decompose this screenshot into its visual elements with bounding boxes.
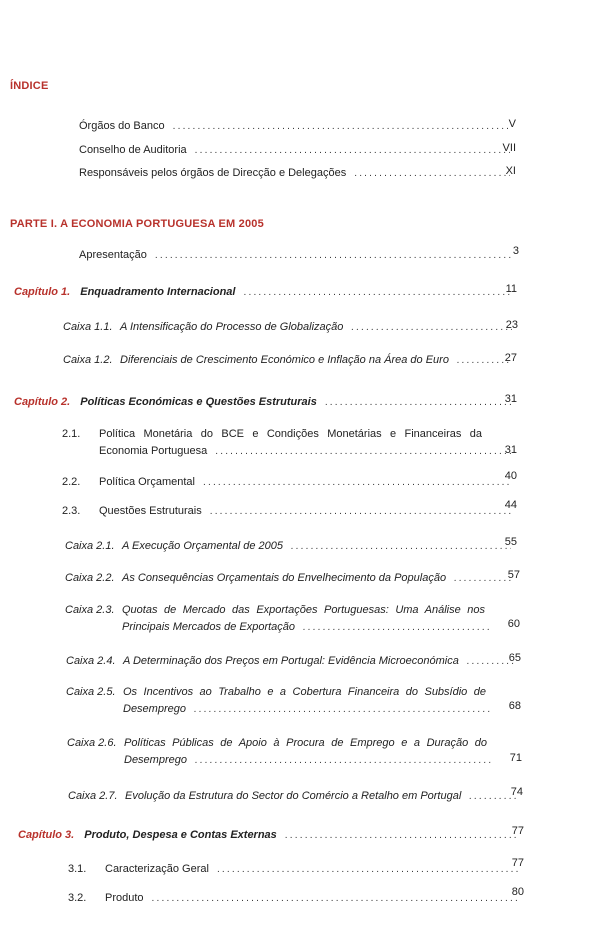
section-2-2-entry[interactable] — [62, 470, 517, 490]
box-2-4-entry[interactable] — [66, 654, 521, 669]
box-number: Caixa 2.2. — [65, 572, 115, 584]
box-title: As Consequências Orçamentais do Envelhecimento da População — [122, 572, 447, 584]
toc-entry-orgaos[interactable] — [79, 119, 516, 134]
section-2-3-entry[interactable] — [62, 499, 517, 519]
leader-dots — [454, 571, 514, 586]
chapter-number: Capítulo 3. — [18, 829, 75, 841]
leader-dots — [195, 143, 510, 158]
toc-entry-label: Conselho de Auditoria — [79, 144, 187, 156]
chapter-title: Produto, Despesa e Contas Externas — [84, 829, 277, 841]
toc-entry-page: 71 — [509, 752, 522, 764]
toc-entry-page: VII — [502, 142, 516, 154]
toc-entry-page: 44 — [504, 499, 517, 511]
chapter-title: Enquadramento Internacional — [80, 286, 236, 298]
part-title: PARTE I. A ECONOMIA PORTUGUESA EM 2005 — [10, 218, 264, 230]
toc-entry-page: 57 — [507, 569, 520, 581]
section-title-line2: Economia Portuguesa — [99, 445, 208, 457]
toc-entry-page: XI — [505, 165, 516, 177]
box-title: Diferenciais de Crescimento Económico e Inflação na Área do Euro — [120, 354, 449, 366]
box-2-6-entry[interactable] — [67, 735, 522, 769]
box-title-line2: Desemprego — [123, 703, 186, 715]
section-number: 2.2. — [62, 476, 81, 488]
box-2-1-entry[interactable] — [65, 536, 517, 554]
leader-dots — [354, 166, 510, 181]
leader-dots — [243, 285, 511, 300]
box-title: A Determinação dos Preços em Portugal: Evidência Microeconómica — [123, 655, 459, 667]
box-number: Caixa 2.3. — [65, 604, 115, 616]
toc-entry-label: Apresentação — [79, 249, 147, 261]
leader-dots — [203, 475, 511, 490]
toc-entry-label: Responsáveis pelos órgãos de Direcção e Delegações — [79, 167, 347, 179]
box-title-line1: Políticas Públicas de Apoio à Procura de Emprego e a Duração do — [124, 737, 487, 749]
toc-entry-page: 31 — [504, 444, 517, 456]
box-2-7-entry[interactable] — [68, 786, 523, 804]
section-title: Política Orçamental — [99, 476, 195, 488]
toc-entry-responsaveis[interactable] — [79, 166, 516, 181]
toc-entry-apresentacao[interactable] — [79, 245, 519, 263]
toc-entry-page: 3 — [512, 245, 519, 257]
index-title: ÍNDICE — [10, 80, 49, 92]
box-2-2-entry[interactable] — [65, 571, 520, 586]
toc-entry-page: 65 — [508, 652, 521, 664]
toc-entry-label: Órgãos do Banco — [79, 120, 165, 132]
box-number: Caixa 2.6. — [67, 737, 117, 749]
toc-entry-page: 74 — [510, 786, 523, 798]
box-title-line2: Desemprego — [124, 754, 187, 766]
toc-entry-page: 80 — [511, 886, 524, 898]
section-title: Produto — [105, 892, 144, 904]
leader-dots — [303, 619, 489, 636]
toc-entry-conselho[interactable] — [79, 143, 516, 158]
leader-dots — [173, 119, 510, 134]
section-2-1-entry[interactable] — [62, 426, 517, 460]
leader-dots — [215, 443, 511, 460]
toc-entry-page: 55 — [504, 536, 517, 548]
chapter-title: Políticas Económicas e Questões Estruturais — [80, 396, 317, 408]
leader-dots — [291, 539, 511, 554]
leader-dots — [217, 862, 518, 877]
leader-dots — [155, 248, 513, 263]
leader-dots — [195, 752, 491, 769]
toc-entry-page: 31 — [504, 393, 517, 405]
toc-entry-page: 23 — [505, 319, 518, 331]
box-title-line1: Quotas de Mercado das Exportações Portuguesas: Uma Análise nos — [122, 604, 485, 616]
leader-dots — [351, 320, 512, 335]
box-2-3-entry[interactable] — [65, 602, 520, 636]
box-number: Caixa 2.7. — [68, 790, 118, 802]
section-number: 2.1. — [62, 428, 81, 440]
section-title: Questões Estruturais — [99, 505, 202, 517]
box-1-1-entry[interactable] — [63, 320, 518, 335]
box-title: Evolução da Estrutura do Sector do Comércio a Retalho em Portugal — [125, 790, 462, 802]
leader-dots — [325, 395, 511, 410]
box-1-2-entry[interactable] — [63, 353, 517, 368]
toc-entry-page: V — [508, 118, 516, 130]
section-title-line1: Política Monetária do BCE e Condições Monetárias e Financeiras da — [99, 428, 482, 440]
toc-entry-page: 68 — [508, 700, 521, 712]
chapter-3-entry[interactable] — [18, 825, 524, 843]
chapter-2-entry[interactable] — [14, 395, 517, 410]
toc-entry-page: 77 — [511, 825, 524, 837]
chapter-1-entry[interactable] — [14, 285, 517, 300]
leader-dots — [457, 353, 511, 368]
section-3-2-entry[interactable] — [68, 886, 524, 906]
box-number: Caixa 2.5. — [66, 686, 116, 698]
section-title: Caracterização Geral — [105, 863, 209, 875]
box-title-line1: Os Incentivos ao Trabalho e a Cobertura Financeira do Subsídio de — [123, 686, 486, 698]
section-3-1-entry[interactable] — [68, 857, 524, 877]
toc-entry-page: 40 — [504, 470, 517, 482]
section-number: 2.3. — [62, 505, 81, 517]
toc-entry-page: 27 — [504, 352, 517, 364]
chapter-number: Capítulo 1. — [14, 286, 71, 298]
box-number: Caixa 1.1. — [63, 321, 113, 333]
toc-entry-page: 11 — [505, 283, 517, 295]
toc-entry-page: 77 — [511, 857, 524, 869]
leader-dots — [210, 504, 511, 519]
section-number: 3.1. — [68, 863, 87, 875]
toc-entry-page: 60 — [507, 618, 520, 630]
box-2-5-entry[interactable] — [66, 684, 521, 718]
box-title: A Execução Orçamental de 2005 — [122, 540, 284, 552]
box-title-line2: Principais Mercados de Exportação — [122, 621, 296, 633]
box-number: Caixa 2.1. — [65, 540, 115, 552]
box-number: Caixa 2.4. — [66, 655, 116, 667]
chapter-number: Capítulo 2. — [14, 396, 71, 408]
leader-dots — [194, 701, 490, 718]
leader-dots — [152, 891, 518, 906]
leader-dots — [285, 828, 518, 843]
box-number: Caixa 1.2. — [63, 354, 113, 366]
box-title: A Intensificação do Processo de Globalização — [120, 321, 344, 333]
section-number: 3.2. — [68, 892, 87, 904]
